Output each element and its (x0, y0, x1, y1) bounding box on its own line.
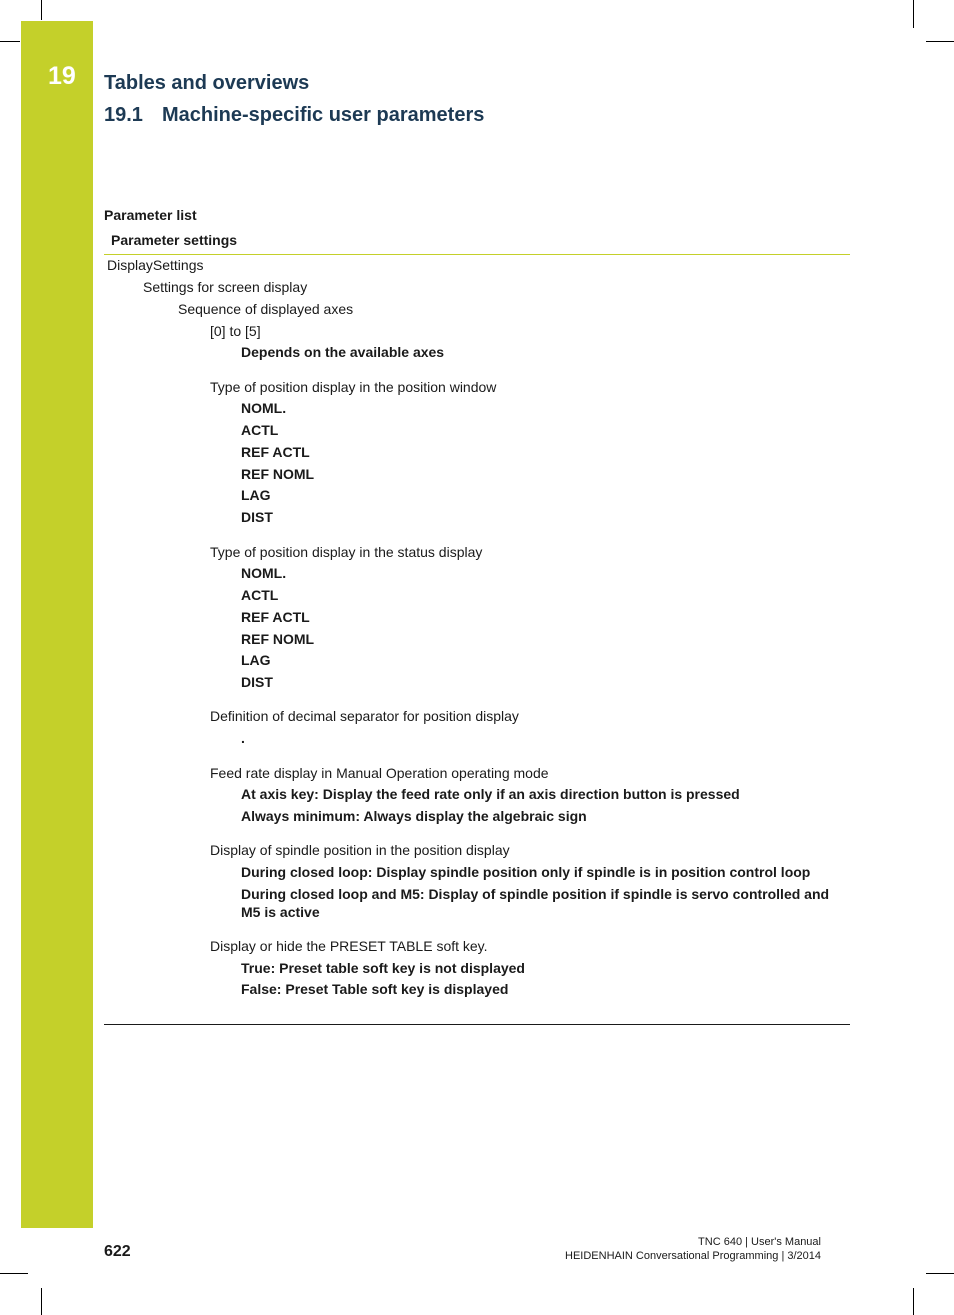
parameter-name: Settings for screen display (143, 279, 308, 295)
footer-line-1: TNC 640 | User's Manual (698, 1236, 821, 1248)
parameter-value: False: Preset Table soft key is displayed (241, 981, 509, 997)
section-title-text: Machine-specific user parameters (162, 104, 485, 126)
parameter-value: REF ACTL (241, 609, 310, 625)
chapter-number: 19 (48, 62, 76, 90)
crop-mark (926, 41, 954, 42)
crop-mark (41, 1288, 42, 1315)
parameter-value: ACTL (241, 422, 279, 438)
crop-mark (913, 0, 914, 28)
parameter-name: DisplaySettings (107, 257, 204, 273)
chapter-sidebar (21, 21, 93, 1228)
crop-mark (913, 1288, 914, 1315)
footer-manual-info (565, 1235, 821, 1263)
parameter-value: ACTL (241, 587, 279, 603)
parameter-value: At axis key: Display the feed rate only if an axis direction button is pressed (241, 786, 740, 802)
crop-mark (0, 41, 20, 42)
chapter-title: Tables and overviews (104, 72, 310, 94)
parameter-name: Display of spindle position in the position display (210, 842, 510, 858)
parameter-value: Depends on the available axes (241, 344, 445, 360)
parameter-name: Display or hide the PRESET TABLE soft key. (210, 938, 488, 954)
parameter-name: Definition of decimal separator for position display (210, 708, 519, 724)
section-title (104, 104, 484, 127)
parameter-name: Type of position display in the status display (210, 544, 483, 560)
table-header-label: Parameter settings (111, 232, 238, 248)
parameter-value: NOML. (241, 565, 287, 581)
parameter-value: DIST (241, 674, 273, 690)
parameter-value: LAG (241, 652, 271, 668)
parameter-value: NOML. (241, 400, 287, 416)
parameter-value: DIST (241, 509, 273, 525)
crop-mark (926, 1273, 954, 1274)
footer-line-2: HEIDENHAIN Conversational Programming | 3/2014 (565, 1250, 821, 1262)
parameter-value: True: Preset table soft key is not displayed (241, 960, 525, 976)
parameter-value: . (241, 730, 245, 746)
section-number: 19.1 (104, 104, 143, 126)
parameter-value: REF NOML (241, 631, 315, 647)
table-bottom-rule (104, 1024, 850, 1025)
parameter-name: [0] to [5] (210, 323, 261, 339)
crop-mark (0, 1273, 28, 1274)
crop-mark (41, 0, 42, 20)
parameter-value: During closed loop and M5: Display of spindle position if spindle is servo controlled and M5 is active (241, 886, 830, 920)
parameter-name: Sequence of displayed axes (178, 301, 354, 317)
parameter-name: Type of position display in the position window (210, 379, 497, 395)
parameter-value: LAG (241, 487, 271, 503)
parameter-name: Feed rate display in Manual Operation operating mode (210, 765, 549, 781)
parameter-list-heading: Parameter list (104, 207, 197, 223)
page-number: 622 (104, 1243, 131, 1260)
parameter-value: Always minimum: Always display the algebraic sign (241, 808, 587, 824)
table-header (104, 226, 850, 255)
parameter-value: During closed loop: Display spindle position only if spindle is in position control loop (241, 864, 811, 880)
parameter-value: REF NOML (241, 466, 315, 482)
parameter-value: REF ACTL (241, 444, 310, 460)
